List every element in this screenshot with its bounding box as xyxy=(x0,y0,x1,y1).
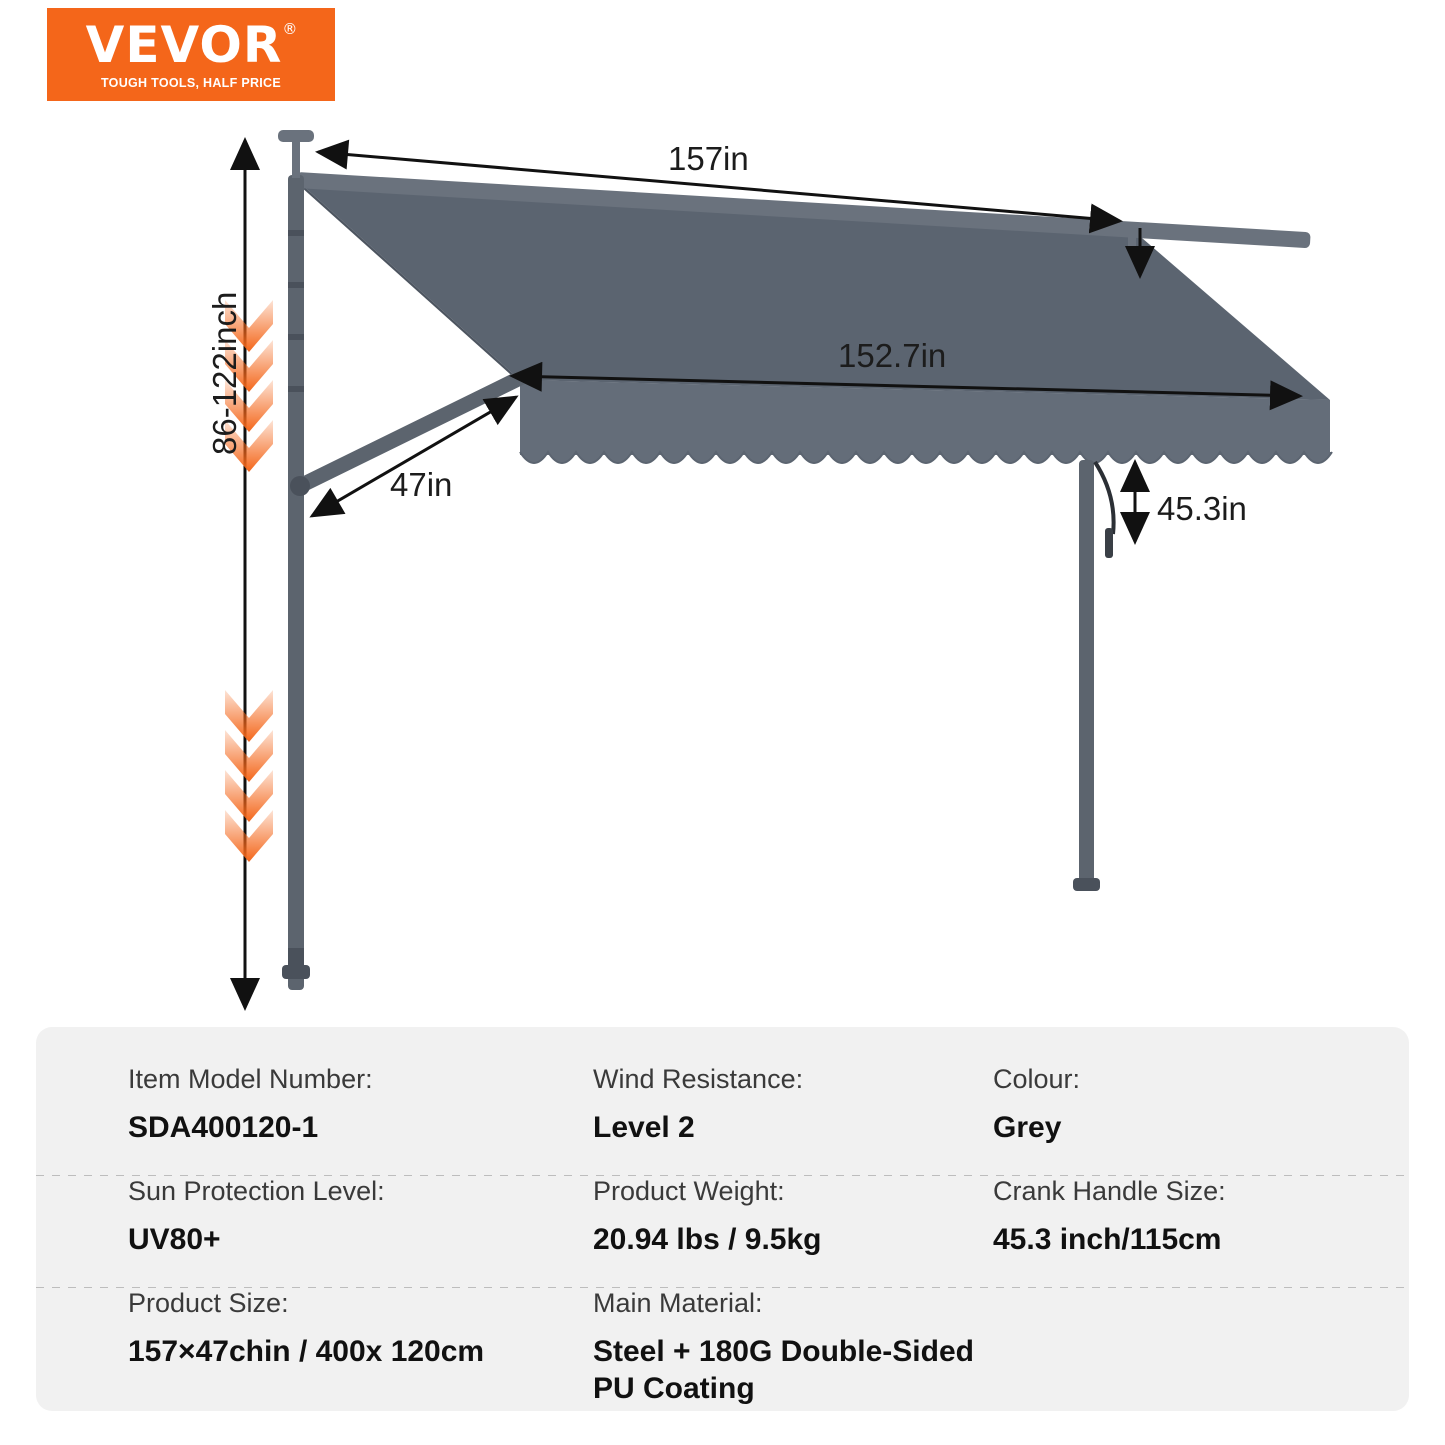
spec-item-product-size xyxy=(128,1287,593,1399)
spec-row xyxy=(36,1287,1409,1406)
spec-value: Steel + 180G Double-Sided PU Coating xyxy=(593,1334,974,1406)
spec-value: Level 2 xyxy=(593,1110,695,1144)
spec-label: Colour: xyxy=(993,1064,1081,1094)
spec-label: Product Weight: xyxy=(593,1176,785,1206)
dimension-label-projection: 47in xyxy=(390,466,453,503)
dimension-label-width-front: 152.7in xyxy=(838,337,947,374)
spec-value: 45.3 inch/115cm xyxy=(993,1222,1222,1256)
dimension-label-crank-handle: 45.3in xyxy=(1157,490,1247,527)
spec-label: Sun Protection Level: xyxy=(128,1176,385,1206)
brand-name-text: VEVOR xyxy=(85,15,283,74)
spec-item-wind-resistance xyxy=(593,1063,993,1175)
dimension-label-width-top: 157in xyxy=(668,140,749,177)
spec-value: 20.94 lbs / 9.5kg xyxy=(593,1222,822,1256)
specification-panel xyxy=(36,1027,1409,1411)
spec-value: Grey xyxy=(993,1110,1062,1144)
dimension-label-height-range: 86-122inch xyxy=(206,291,243,455)
spec-item-main-material xyxy=(593,1287,993,1406)
spec-item-crank-handle-size xyxy=(993,1175,1393,1287)
spec-value: UV80+ xyxy=(128,1222,221,1256)
brand-tagline: TOUGH TOOLS, HALF PRICE xyxy=(100,75,282,90)
spec-item-colour xyxy=(993,1063,1393,1175)
spec-row xyxy=(36,1175,1409,1287)
spec-item-model-number xyxy=(128,1063,593,1175)
spec-value: 157×47chin / 400x 120cm xyxy=(128,1334,485,1368)
spec-label: Crank Handle Size: xyxy=(993,1176,1226,1206)
registered-mark: ® xyxy=(282,19,299,38)
spec-label: Product Size: xyxy=(128,1288,289,1318)
spec-label: Main Material: xyxy=(593,1288,763,1318)
spec-label: Wind Resistance: xyxy=(593,1064,804,1094)
height-adjust-chevrons-down xyxy=(225,690,273,862)
spec-item-sun-protection-level xyxy=(128,1175,593,1287)
spec-item-product-weight xyxy=(593,1175,993,1287)
spec-row xyxy=(36,1063,1409,1175)
spec-label: Item Model Number: xyxy=(128,1064,373,1094)
spec-value: SDA400120-1 xyxy=(128,1110,319,1144)
